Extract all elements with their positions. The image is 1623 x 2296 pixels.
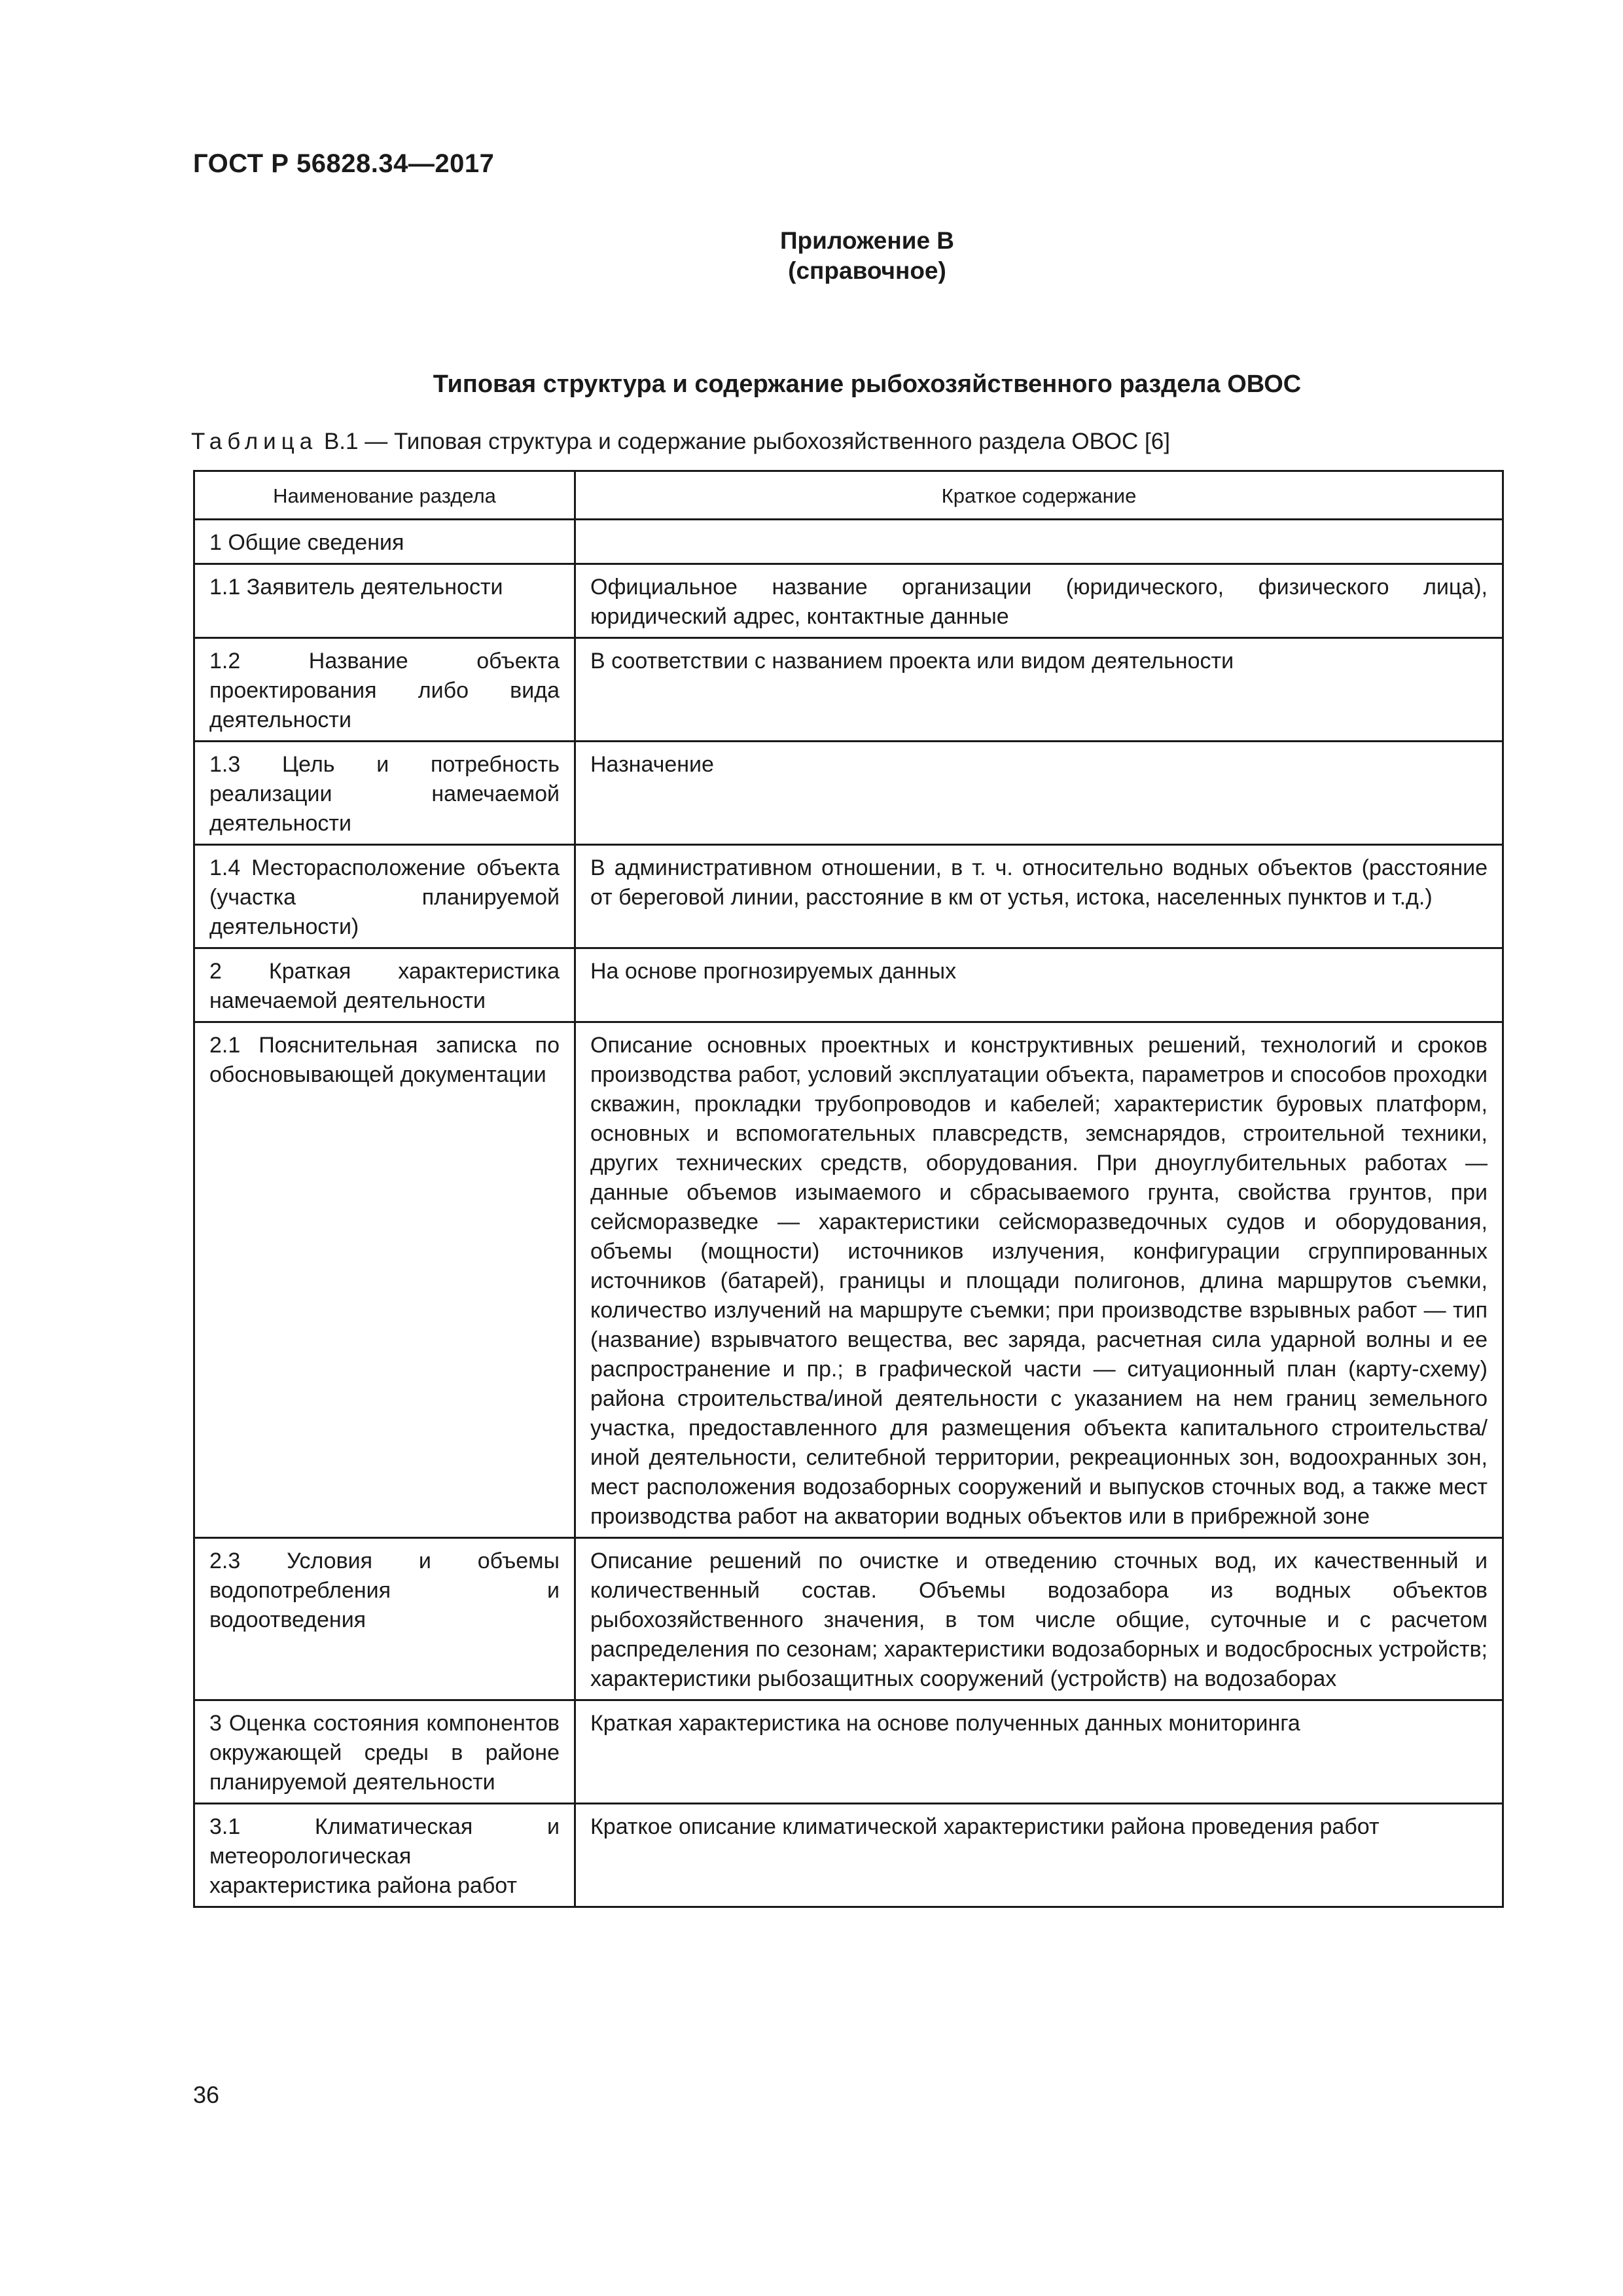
row-content: Краткая характеристика на основе полученных данных мониторинга	[575, 1700, 1503, 1804]
row-content: В административном отношении, в т. ч. относительно водных объектов (расстояние от береговой линии, расстояние в км от устья, истока, населенных пунктов и т.д.)	[575, 845, 1503, 948]
table-row	[194, 948, 1503, 1022]
table-row	[194, 638, 1503, 742]
row-section-name: 2 Краткая характеристика намечаемой деятельности	[194, 948, 575, 1022]
row-section-name: 1.1 Заявитель деятельности	[194, 564, 575, 638]
row-content	[575, 520, 1503, 564]
document-code: ГОСТ Р 56828.34—2017	[193, 149, 495, 178]
row-section-name: 2.3 Условия и объемы водопотребления и водоотведения	[194, 1538, 575, 1700]
header-section-name: Наименование раздела	[194, 471, 575, 520]
table-caption	[191, 429, 1170, 455]
table-row	[194, 845, 1503, 948]
table-row	[194, 564, 1503, 638]
content-table	[193, 470, 1504, 1908]
row-section-name: 3.1 Климатическая и метеорологическая характеристика района работ	[194, 1804, 575, 1907]
row-content: Описание основных проектных и конструктивных решений, технологий и сроков производства работ, условий эксплуатации объекта, параметров и способов проходки скважин, прокладки трубопроводов и кабелей; характеристик буровых платформ, основных и вспомогательных плавсредств, земснарядов, строительной техники, других технических средств, оборудования. При дноуглубительных работах — данные объемов изымаемого и сбрасываемого грунта, свойства грунтов, при сейсморазведке — характеристики сейсморазведочных судов и оборудования, объемы (мощности) источников излучения, конфигурации сгруппированных источников (батарей), границы и площади полигонов, длина маршрутов съемки, количество излучений на маршруте съемки; при производстве взрывных работ — тип (название) взрывчатого вещества, вес заряда, расчетная сила ударной волны и ее распространение и пр.; в графической части — ситуационный план (карту-схему) района строительства/иной деятельности с указанием на нем границ земельного участка, предоставленного для размещения объекта капитального строительства/иной деятельности, селитебной территории, рекреационных зон, водоохранных зон, мест расположения водозаборных сооружений и выпусков сточных вод, а также мест производства работ на акватории водных объектов или в прибрежной зоне	[575, 1022, 1503, 1538]
row-content: В соответствии с названием проекта или видом деятельности	[575, 638, 1503, 742]
row-content: На основе прогнозируемых данных	[575, 948, 1503, 1022]
section-title: Типовая структура и содержание рыбохозяйственного раздела ОВОС	[433, 370, 1302, 398]
row-section-name: 1.2 Название объекта проектирования либо вида деятельности	[194, 638, 575, 742]
table-row	[194, 520, 1503, 564]
row-section-name: 1 Общие сведения	[194, 520, 575, 564]
table-caption-prefix: Таблица	[191, 429, 318, 454]
appendix-type: (справочное)	[788, 257, 946, 284]
row-section-name: 1.3 Цель и потребность реализации намечаемой деятельности	[194, 742, 575, 845]
row-section-name: 3 Оценка состояния компонентов окружающей среды в районе планируемой деятельности	[194, 1700, 575, 1804]
table-row	[194, 1538, 1503, 1700]
row-content: Официальное название организации (юридического, физического лица), юридический адрес, контактные данные	[575, 564, 1503, 638]
appendix-title: Приложение В	[779, 227, 955, 254]
row-content: Назначение	[575, 742, 1503, 845]
row-content: Описание решений по очистке и отведению сточных вод, их качественный и количественный состав. Объемы водозабора из водных объектов рыбохозяйственного значения, в том числе общие, суточные и с расчетом распределения по сезонам; характеристики водозаборных и водосбросных устройств; характеристики рыбозащитных сооружений (устройств) на водозаборах	[575, 1538, 1503, 1700]
table-row	[194, 1804, 1503, 1907]
table-row	[194, 742, 1503, 845]
appendix-heading	[0, 226, 1623, 286]
page-number: 36	[193, 2081, 220, 2108]
table-row	[194, 1700, 1503, 1804]
header-brief-content: Краткое содержание	[575, 471, 1503, 520]
table-row	[194, 1022, 1503, 1538]
row-content: Краткое описание климатической характеристики района проведения работ	[575, 1804, 1503, 1907]
row-section-name: 1.4 Месторасположение объекта (участка планируемой деятельности)	[194, 845, 575, 948]
row-section-name: 2.1 Пояснительная записка по обосновывающей документации	[194, 1022, 575, 1538]
table-caption-text: В.1 — Типовая структура и содержание рыбохозяйственного раздела ОВОС [6]	[317, 429, 1170, 454]
table-header-row	[194, 471, 1503, 520]
